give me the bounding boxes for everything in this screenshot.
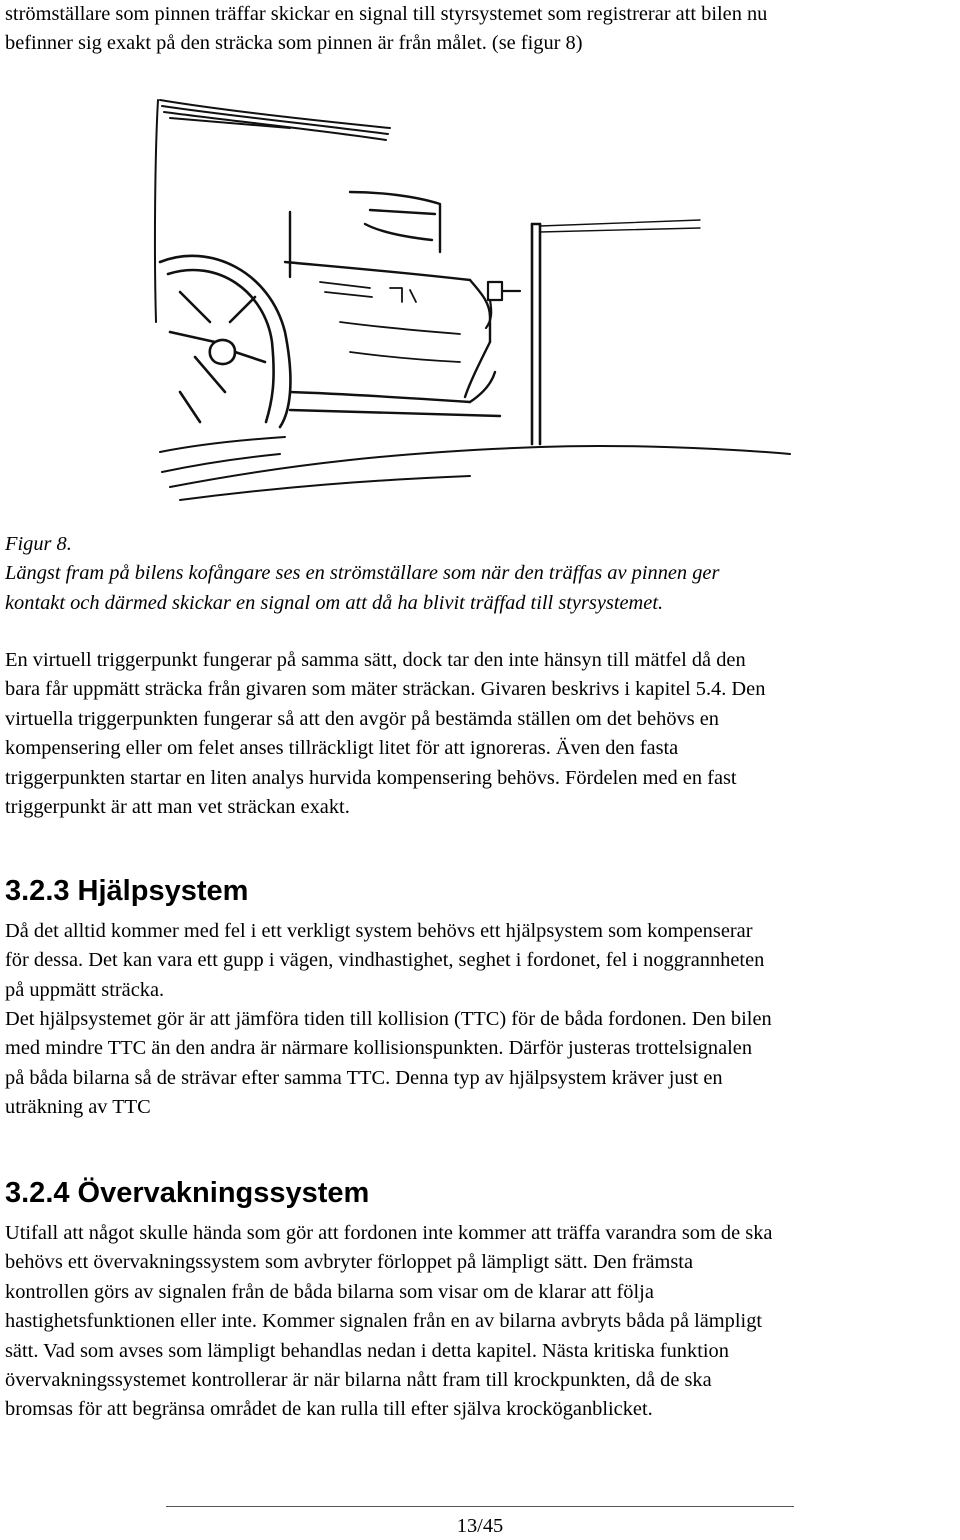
text-line: kompensering eller om felet anses tillräckligt litet för att ignoreras. Även den fasta xyxy=(5,737,679,760)
text-line: på båda bilarna så de strävar efter samma TTC. Denna typ av hjälpsystem kräver just en xyxy=(5,1066,723,1089)
text-line: kontrollen görs av signalen från de båda bilarna som visar om de klarar att följa xyxy=(5,1280,654,1303)
intro-paragraph xyxy=(5,0,955,59)
wheel xyxy=(160,256,290,427)
text-line: virtuella triggerpunkten fungerar så att den avgör på bestämda ställen om det behövs en xyxy=(5,707,720,730)
text-line: En virtuell triggerpunkt fungerar på samma sätt, dock tar den inte hänsyn till mätfel då den xyxy=(5,649,746,671)
figure-label: Figur 8. xyxy=(5,533,72,555)
text-line: Det hjälpsystemet gör är att jämföra tiden till kollision (TTC) för de båda fordonen. Den bilen xyxy=(5,1008,772,1030)
text-line: triggerpunkten startar en liten analys hurvida kompensering behövs. Fördelen med en fast xyxy=(5,766,737,789)
text-line: bara får uppmätt sträcka från givaren som mäter sträckan. Givaren beskrivs i kapitel 5.4. Den xyxy=(5,678,766,701)
section-323-paragraph-1 xyxy=(5,917,955,1005)
section-323-paragraph-2 xyxy=(5,1005,955,1123)
grille-details xyxy=(320,282,460,362)
text-line: med mindre TTC än den andra är närmare kollisionspunkten. Därför justeras trottelsignalen xyxy=(5,1037,753,1060)
text-line: Utifall att något skulle hända som gör att fordonen inte kommer att träffa varandra som de ska xyxy=(5,1222,773,1244)
text-line: på uppmätt sträcka. xyxy=(5,978,165,1001)
road-lines xyxy=(160,437,790,500)
text-line: kontakt och därmed skickar en signal om att då ha blivit träffad till styrsystemet. xyxy=(5,591,664,614)
text-line: triggerpunkt är att man vet sträckan exakt. xyxy=(5,796,350,819)
text-line: hastighetsfunktionen eller inte. Kommer signalen från en av bilarna avbryts båda på lämpligt xyxy=(5,1310,763,1333)
text-line: behövs ett övervakningssystem som avbryter förloppet på lämpligt sätt. Den främsta xyxy=(5,1251,694,1274)
hood-sketch xyxy=(155,100,390,322)
text-line: Längst fram på bilens kofångare ses en strömställare som när den träffas av pinnen ger xyxy=(5,562,720,585)
figure-8-car-sketch xyxy=(140,92,800,512)
figure-caption xyxy=(5,530,955,618)
text-line: strömställare som pinnen träffar skickar en signal till styrsystemet som registrerar att bilen nu xyxy=(5,3,768,25)
text-line: bromsas för att begränsa området de kan rulla till efter själva krocköganblicket. xyxy=(5,1398,653,1421)
section-heading-323: 3.2.3 Hjälpsystem xyxy=(5,875,249,907)
text-line: befinner sig exakt på den sträcka som pinnen är från målet. (se figur 8) xyxy=(5,32,583,55)
footer-divider xyxy=(166,1506,794,1507)
page-number: 13/45 xyxy=(456,1515,504,1537)
section-heading-324: 3.2.4 Övervakningssystem xyxy=(5,1177,370,1209)
text-line: övervakningssystemet kontrollerar är när bilarna nått fram till krockpunkten, då de ska xyxy=(5,1369,712,1392)
virtual-trigger-paragraph xyxy=(5,646,955,822)
text-line: Då det alltid kommer med fel i ett verkligt system behövs ett hjälpsystem som kompenserar xyxy=(5,920,753,942)
target-pole xyxy=(532,220,700,444)
text-line: uträkning av TTC xyxy=(5,1096,151,1119)
bumper-outline xyxy=(285,192,500,416)
text-line: sätt. Vad som avses som lämpligt behandlas nedan i detta kapitel. Nästa kritiska funktion xyxy=(5,1339,729,1362)
text-line: för dessa. Det kan vara ett gupp i vägen, vindhastighet, seghet i fordonet, fel i noggrannheten xyxy=(5,949,765,972)
section-324-paragraph xyxy=(5,1219,955,1425)
